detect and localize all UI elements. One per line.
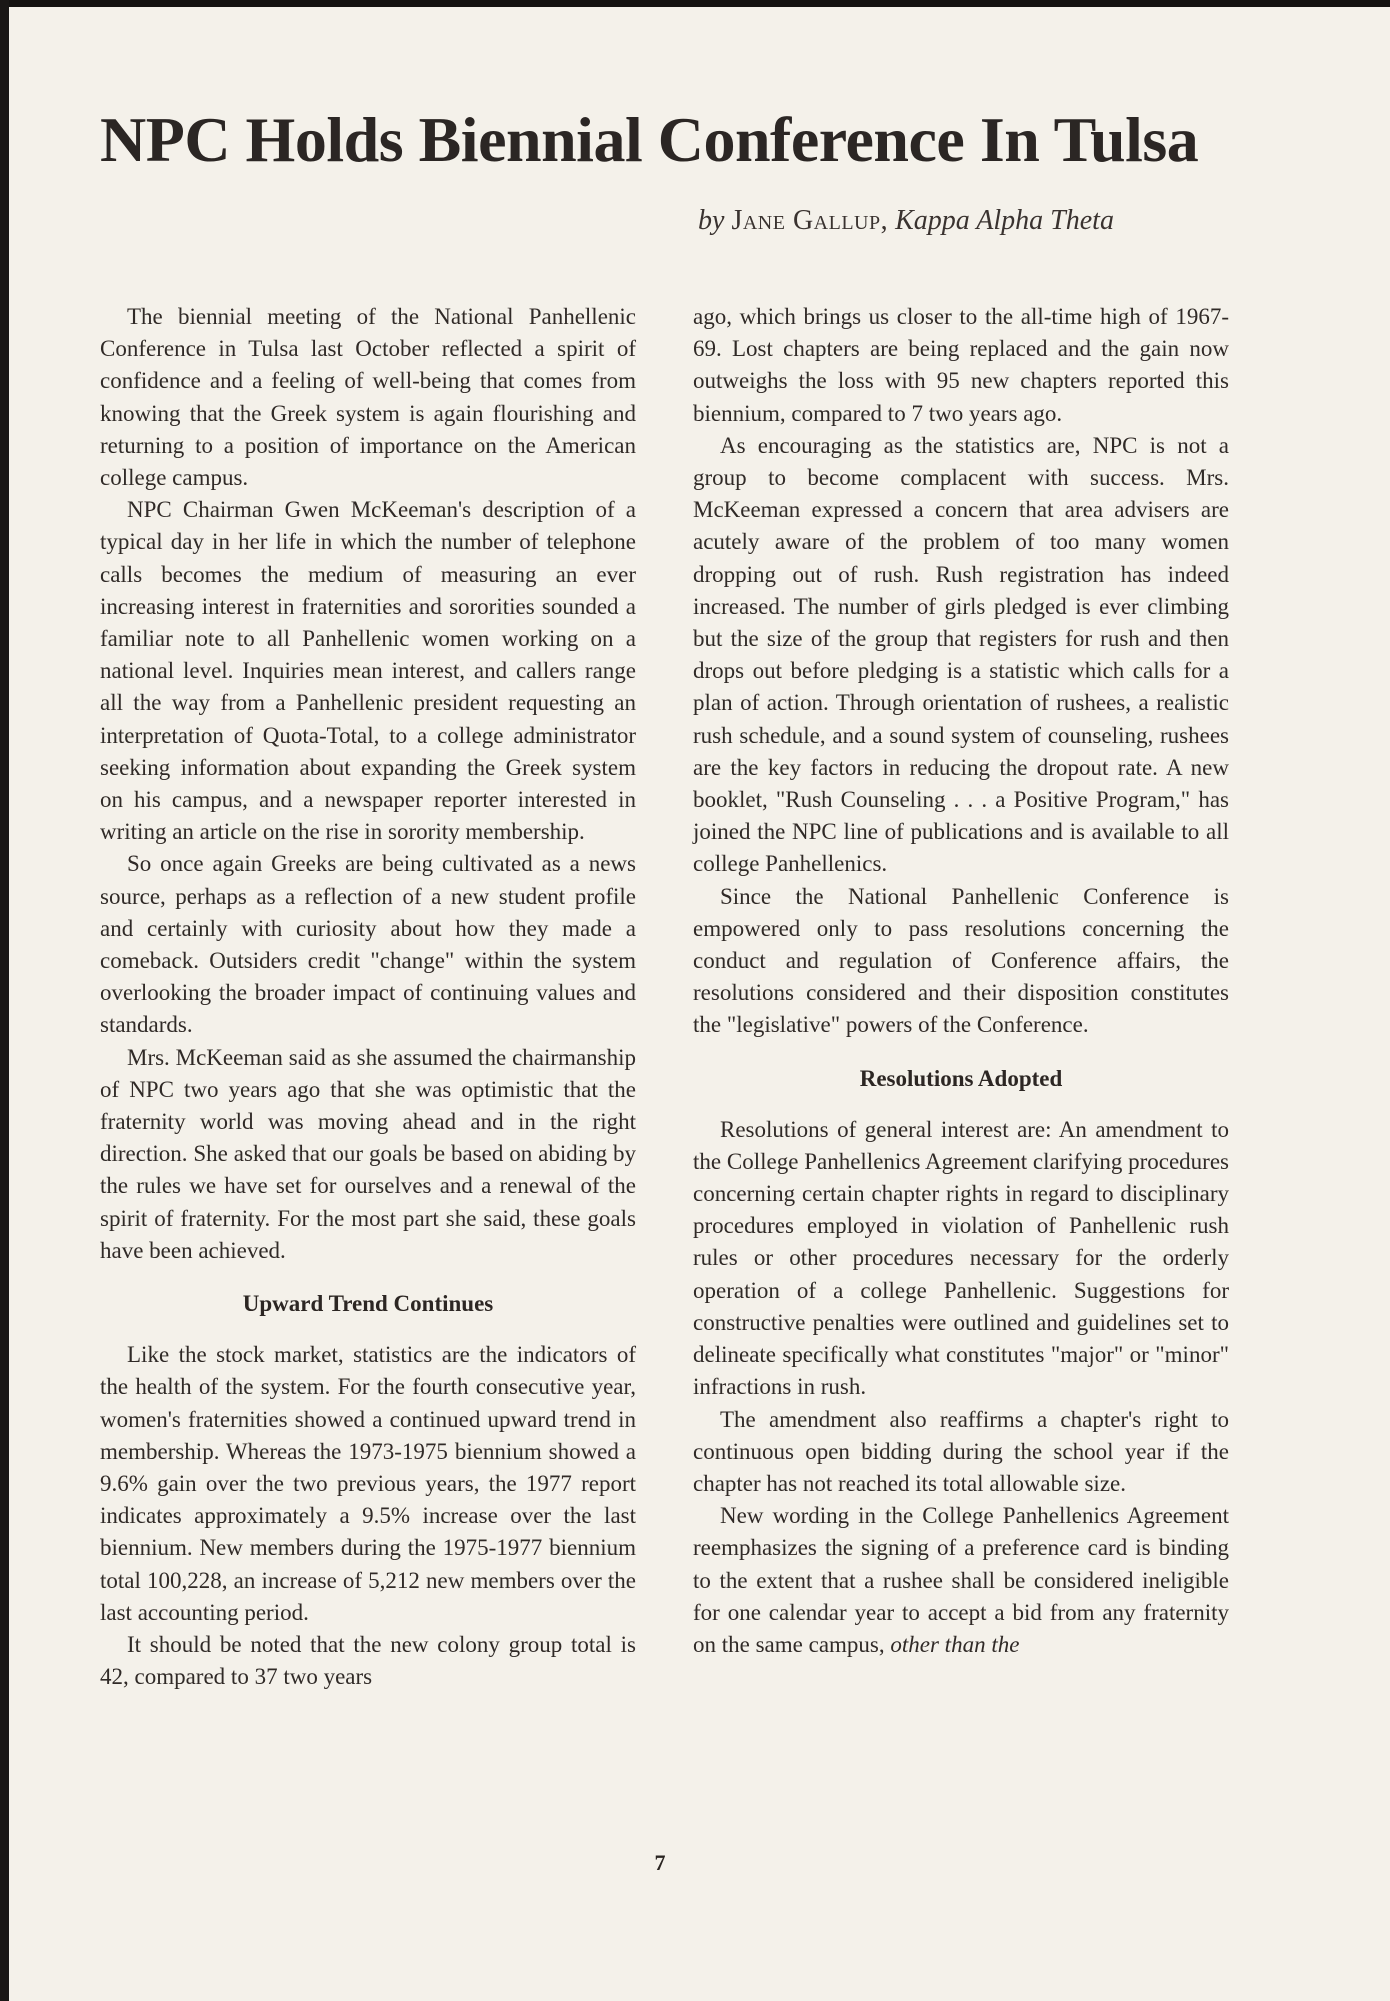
- paragraph-last: [693, 1500, 1229, 1661]
- last-paragraph-italic: other than the: [890, 1631, 1020, 1657]
- article-byline: [698, 204, 1298, 238]
- paragraph: NPC Chairman Gwen McKeeman's description of a typical day in her life in which the number of telephone calls becomes the medium of measuring an ever increasing interest in fraternities and sororities sounded a familiar note to all Panhellenic women working on a national level. Inquiries mean interest, and callers range all the way from a Panhellenic president requesting an interpretation of Quota-Total, to a college administrator seeking information about expanding the Greek system on his campus, and a newspaper reporter interested in writing an article on the rise in sorority membership.: [100, 497, 636, 845]
- byline-by: by: [698, 205, 725, 236]
- byline-organization: Kappa Alpha Theta: [895, 205, 1114, 236]
- paragraph: Since the National Panhellenic Conference is empowered only to pass resolutions concerning the conduct and regulation of Conference affairs, the resolutions considered and their disposition constitutes the "legislative" powers of the Conference.: [693, 883, 1229, 1038]
- paragraph: Like the stock market, statistics are the indicators of the health of the system. For the fourth consecutive year, women's fraternities showed a continued upward trend in membership. Whereas the 1973-1975 biennium showed a 9.6% gain over the two previous years, the 1977 report indicates approximately a 9.5% increase over the last biennium. New members during the 1975-1977 biennium total 100,228, an increase of 5,212 new members over the last accounting period.: [100, 1342, 636, 1625]
- subheading-resolutions-adopted: Resolutions Adopted: [859, 1065, 1063, 1091]
- paragraph: The biennial meeting of the National Panhellenic Conference in Tulsa last October reflected a spirit of confidence and a feeling of well-being that comes from knowing that the Greek system is again flourishing and returning to a position of importance on the American college campus.: [100, 304, 636, 491]
- left-column: [100, 301, 636, 1693]
- scan-edge-top: [0, 0, 1390, 7]
- article-headline: NPC Holds Biennial Conference In Tulsa: [100, 104, 1199, 175]
- page-number: 7: [654, 1850, 666, 1875]
- scan-edge-left: [0, 0, 9, 2001]
- byline-author: Jane Gallup,: [731, 205, 889, 236]
- paragraph: So once again Greeks are being cultivated as a news source, perhaps as a reflection of a new student profile and certainly with curiosity about how they made a comeback. Outsiders credit "change" within the system overlooking the broader impact of continuing values and standards.: [100, 851, 636, 1038]
- paragraph: Mrs. McKeeman said as she assumed the chairmanship of NPC two years ago that she was optimistic that the fraternity world was moving ahead and in the right direction. She asked that our goals be based on abiding by the rules we have set for ourselves and a renewal of the spirit of fraternity. For the most part she said, these goals have been achieved.: [100, 1044, 636, 1263]
- paragraph: It should be noted that the new colony group total is 42, compared to 37 two years: [100, 1631, 636, 1690]
- last-paragraph-text: New wording in the College Panhellenics Agreement reemphasizes the signing of a preference card is binding to the extent that a rushee shall be considered ineligible for one calendar year to accept a bid from any fraternity on the same campus,: [693, 1503, 1229, 1657]
- right-column: [693, 301, 1229, 1661]
- paragraph: The amendment also reaffirms a chapter's right to continuous open bidding during the school year if the chapter has not reached its total allowable size.: [693, 1406, 1229, 1496]
- paragraph-continuation: ago, which brings us closer to the all-time high of 1967-69. Lost chapters are being replaced and the gain now outweighs the loss with 95 new chapters reported this biennium, compared to 7 two years ago.: [693, 304, 1229, 426]
- subheading-upward-trend: Upward Trend Continues: [242, 1291, 494, 1317]
- paragraph: As encouraging as the statistics are, NPC is not a group to become complacent with success. Mrs. McKeeman expressed a concern that area advisers are acutely aware of the problem of too many women dropping out of rush. Rush registration has indeed increased. The number of girls pledged is ever climbing but the size of the group that registers for rush and then drops out before pledging is a statistic which calls for a plan of action. Through orientation of rushees, a realistic rush schedule, and a sound system of counseling, rushees are the key factors in reducing the dropout rate. A new booklet, "Rush Counseling . . . a Positive Program," has joined the NPC line of publications and is available to all college Panhellenics.: [693, 432, 1229, 877]
- paragraph: Resolutions of general interest are: An amendment to the College Panhellenics Agreement clarifying procedures concerning certain chapter rights in regard to disciplinary procedures employed in violation of Panhellenic rush rules or other procedures necessary for the orderly operation of a college Panhellenic. Suggestions for constructive penalties were outlined and guidelines set to delineate specifically what constitutes "major" or "minor" infractions in rush.: [693, 1116, 1229, 1400]
